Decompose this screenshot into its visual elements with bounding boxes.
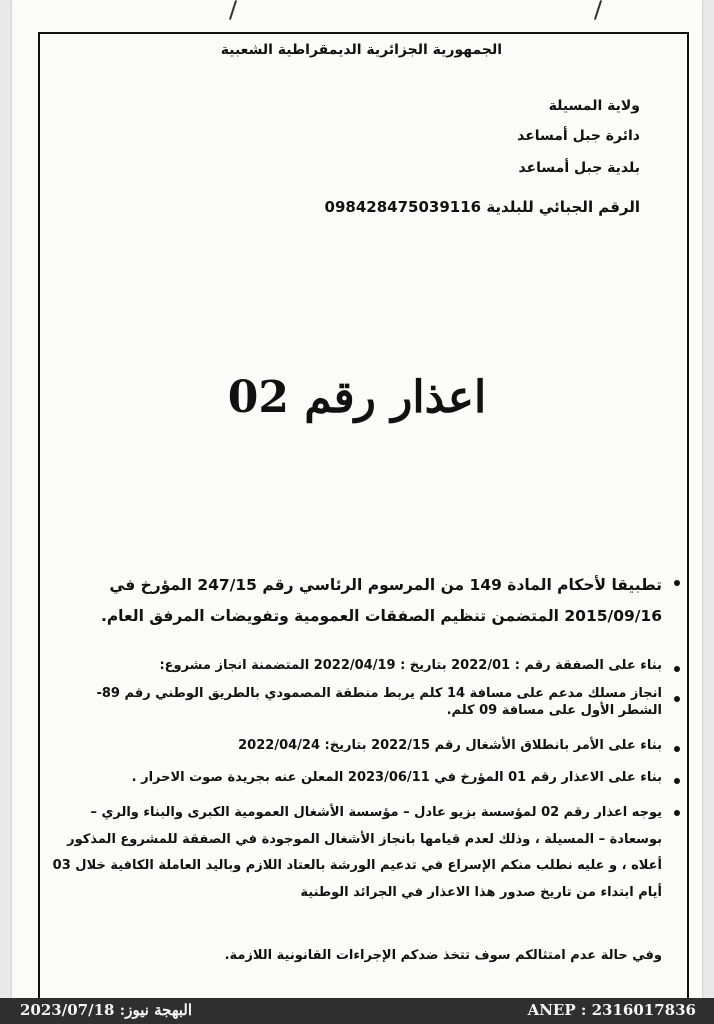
bullet-dot: [674, 778, 680, 784]
bullet-text-3: انجاز مسلك مدعم على مسافة 14 كلم يربط منطقة المصمودي بالطريق الوطني رقم 89- الشطر الأول على مسافة 09 كلم.: [96, 686, 662, 718]
bullet-text-1: تطبيقا لأحكام المادة 149 من المرسوم الرئاسي رقم 247/15 المؤرخ في 2015/09/16 المتضمن تنظيم الصفقات العمومية وتفويضات المرفق العام.: [100, 576, 662, 625]
footer-bar: [0, 998, 714, 1024]
bullet-item-4: [52, 736, 662, 756]
left-border-line: [38, 32, 40, 998]
daira-line: دائرة جبل أمساعد: [517, 128, 640, 144]
scan-mark-right: [594, 0, 602, 20]
bullet-dot: [674, 810, 680, 816]
tax-number-line: الرقم الجبائي للبلدية 09842847503911​6: [324, 198, 640, 216]
bullet-text-6: يوجه اعذار رقم 02 لمؤسسة بزيو عادل – مؤسسة الأشغال العمومية الكبرى والبناء والري – بوسعادة – المسيلة ، وذلك لعدم قيامها بانجاز الأشغال الموجودة في الصفقة للمشروع المذكور أعلاه ، و عليه نطلب منكم الإسراع في تدعيم الورشة بالعتاد اللازم وباليد العاملة الكافية خلال 03 أيام ابتداء من تاريخ صدور هذا الاعذار في الجرائد الوطنية: [52, 805, 662, 900]
bullet-dot: [674, 696, 680, 702]
document-title: اعذار رقم 02: [227, 372, 487, 423]
bullet-text-4: بناء على الأمر بانطلاق الأشغال رقم 2022/15 بتاريخ: 2022/04/24: [238, 738, 662, 753]
footer-anep-number: ANEP : 2316017836: [527, 1001, 696, 1019]
republic-header: الجمهورية الجزائرية الديمقراطية الشعبية: [220, 42, 502, 58]
bullet-item-3: [52, 686, 662, 720]
bullet-item-1: [52, 570, 662, 632]
bullet-item-6: [52, 800, 662, 907]
bullet-item-2: [52, 656, 662, 676]
bullet-text-5: بناء على الاعذار رقم 01 المؤرخ في 2023/06/11 المعلن عنه بجريدة صوت الاحرار .: [131, 770, 662, 785]
top-border-line: [38, 32, 688, 34]
closing-text: وفي حالة عدم امتثالكم سوف تتخذ ضدكم الإجراءات القانونية اللازمة.: [224, 948, 662, 963]
bullet-dot: [674, 666, 680, 672]
wilaya-line: ولاية المسيلة: [548, 98, 640, 114]
document-page: [12, 0, 702, 1000]
right-border-line: [687, 32, 689, 998]
baladia-line: بلدية جبل أمساعد: [518, 160, 640, 176]
bullet-dot: [674, 580, 680, 586]
bullet-dot: [674, 746, 680, 752]
bullet-item-5: [52, 768, 662, 788]
footer-newspaper-date: البهجة نيوز: 2023/07/18: [20, 1001, 193, 1019]
bullet-text-2: بناء على الصفقة رقم : 2022/01 بتاريخ : 2022/04/19 المتضمنة انجاز مشروع:: [159, 658, 662, 673]
scan-mark-left: [229, 0, 237, 20]
closing-paragraph: [52, 946, 662, 966]
